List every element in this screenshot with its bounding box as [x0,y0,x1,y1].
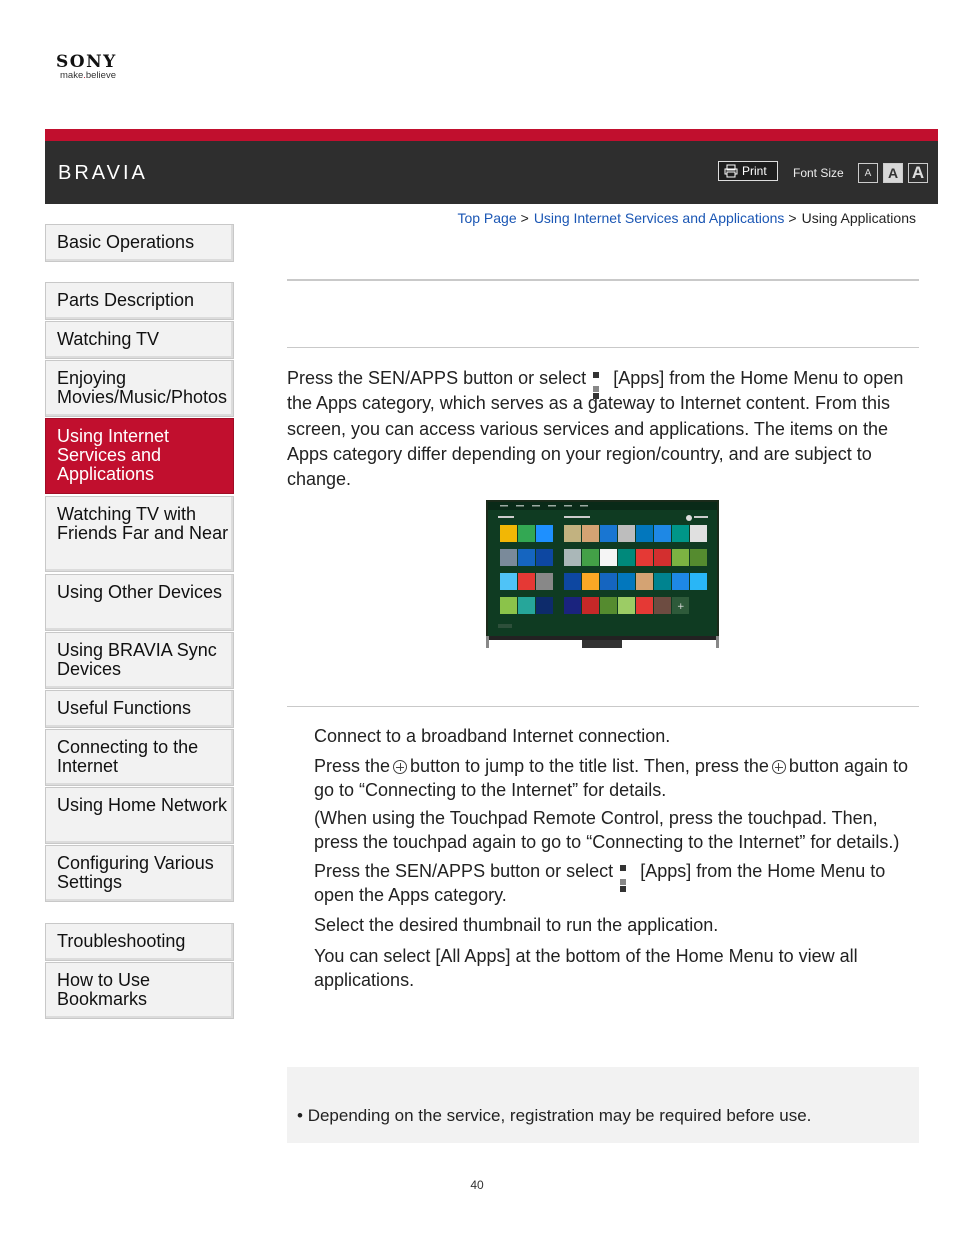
step-1-detail: Press the button to jump to the title list. Then, press the button again to go to “Connecting to the Internet” for details. [314,756,909,800]
font-size-medium-button[interactable]: A [883,163,903,183]
sidebar-item-basic-operations[interactable]: Basic Operations [45,224,234,262]
step-1-note: (When using the Touchpad Remote Control, press the touchpad. Then, press the touchpad again to go to “Connecting to the Internet” for details.) [314,808,900,852]
page-number: 40 [470,1178,484,1192]
breadcrumb-internet-services[interactable]: Using Internet Services and Applications [533,210,785,226]
sidebar-item-other-devices[interactable]: Using Other Devices [45,574,234,631]
apps-icon [620,865,633,878]
print-label: Print [742,164,767,178]
step-3-detail: You can select [All Apps] at the bottom of the Home Menu to view all applications. [314,946,858,990]
svg-text:+: + [677,602,685,612]
bravia-logo: BRAVIA [58,162,148,184]
step-2: Press the SEN/APPS button or select [Apps] from the Home Menu to open the Apps category. [314,861,886,905]
step-1: Connect to a broadband Internet connection. [314,726,671,746]
steps-list [314,724,918,992]
sidebar-item-connecting-internet[interactable]: Connecting to the Internet [45,729,234,786]
enter-button-icon [772,760,786,774]
breadcrumb-separator: > [788,210,797,226]
breadcrumb-top-page[interactable]: Top Page [457,210,517,226]
font-size-small-button[interactable]: A [858,163,878,183]
apps-icon [593,372,606,385]
intro-paragraph: Press the SEN/APPS button or select [Apps] from the Home Menu to open the Apps category, which serves as a gateway to Internet content. From this screen, you can access various services and applications. The items on the Apps category differ depending on your region/country, and are subject to change. [287,368,904,490]
font-size-label: Font Size [793,166,844,180]
step-3: Select the desired thumbnail to run the application. [314,915,719,935]
sidebar-item-home-network[interactable]: Using Home Network [45,787,234,844]
steps-divider [287,706,919,707]
breadcrumb [457,210,916,226]
sidebar-item-internet-services[interactable]: Using Internet Services and Applications [45,418,234,494]
sidebar-item-bravia-sync[interactable]: Using BRAVIA Sync Devices [45,632,234,689]
bullet: • [297,1106,303,1125]
title-divider [287,279,919,281]
sidebar-item-useful-functions[interactable]: Useful Functions [45,690,234,728]
sidebar-item-troubleshooting[interactable]: Troubleshooting [45,923,234,961]
sidebar-item-configuring-settings[interactable]: Configuring Various Settings [45,845,234,902]
breadcrumb-separator: > [520,210,529,226]
header-accent-bar [45,129,938,141]
sidebar-item-watching-with-friends[interactable]: Watching TV with Friends Far and Near [45,496,234,572]
sidebar-item-bookmarks[interactable]: How to Use Bookmarks [45,962,234,1019]
printer-icon [724,164,738,178]
sony-logo: SONY [56,52,117,72]
font-size-large-button[interactable]: A [908,163,928,183]
breadcrumb-current: Using Applications [801,210,916,226]
sony-tagline: make.believe [60,70,116,81]
enter-button-icon [393,760,407,774]
sidebar-item-enjoying-media[interactable]: Enjoying Movies/Music/Photos [45,360,234,417]
apps-screen-image [486,500,719,648]
note-text: • Depending on the service, registration may be required before use. [297,1106,812,1125]
section-divider [287,347,919,348]
sidebar-item-watching-tv[interactable]: Watching TV [45,321,234,359]
print-button[interactable] [718,161,778,181]
note-box [287,1067,919,1143]
sidebar-item-parts-description[interactable]: Parts Description [45,282,234,320]
